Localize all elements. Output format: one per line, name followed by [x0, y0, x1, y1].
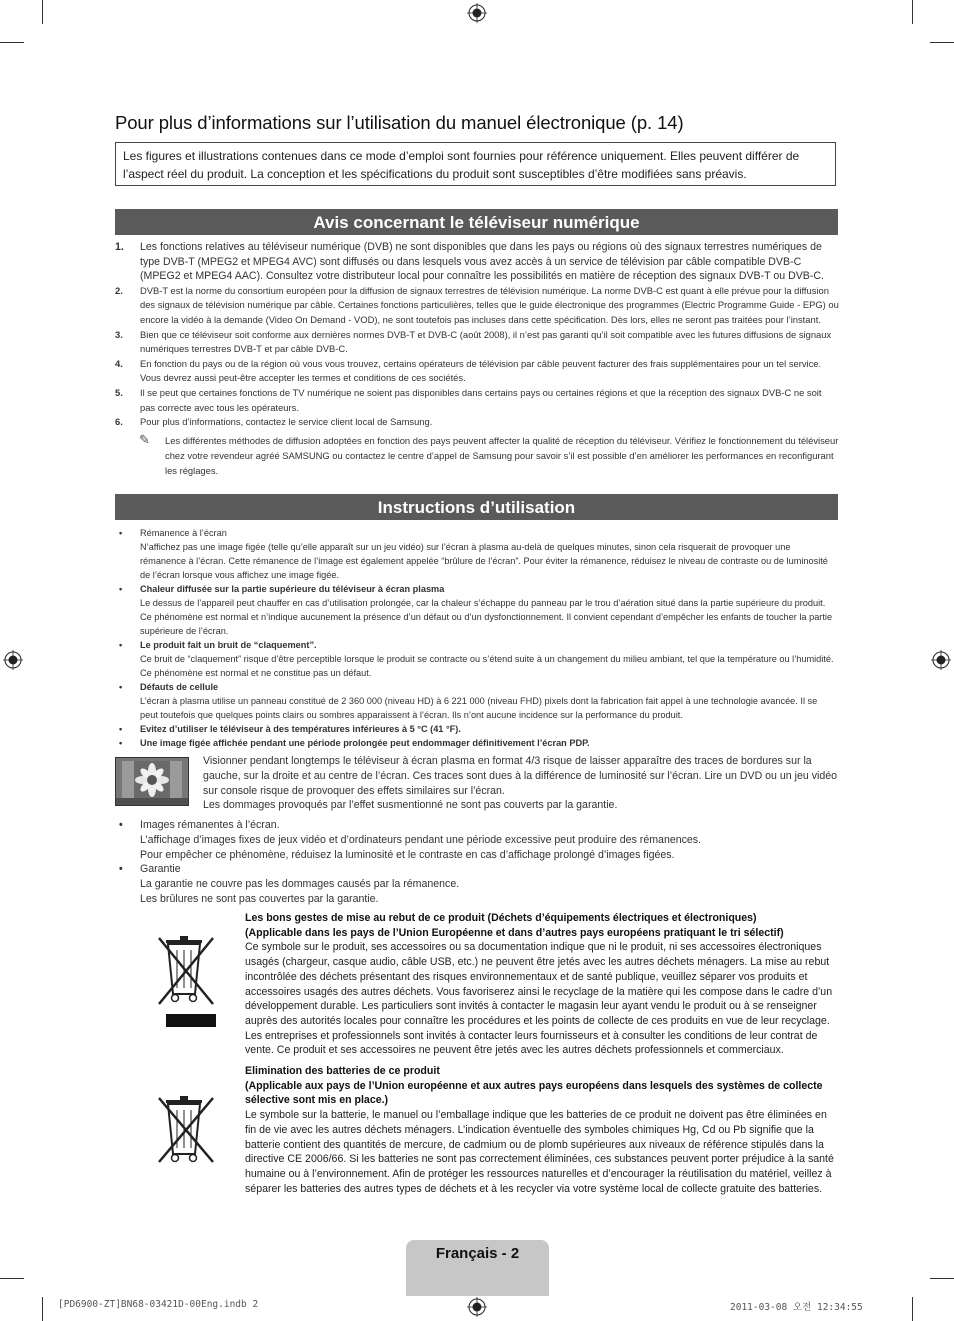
crossed-bin-icon [155, 1094, 217, 1164]
print-slug-date: 2011-03-08 오전 12:34:55 [730, 1302, 863, 1313]
pencil-note-icon: ✎ [139, 431, 150, 447]
registration-mark-icon [3, 650, 23, 670]
still-image-photo [115, 757, 189, 806]
list-item: 1. Les fonctions relatives au téléviseur numérique (DVB) ne sont disponibles que dans les pays ou régions où des signaux terrestres numériques de type DVB-T (MPEG2 et MPEG4 AVC) sont diffusés ou dans lesquels vous avez accès à un service de télévision par câble compatible DVB-C (MPEG2 et MPEG4 AAC). Consultez votre distributeur local pour connaître les possibilités en matière de réception des signaux DVB-T ou DVB-C. [115, 241, 824, 283]
crop-mark [912, 0, 913, 24]
crop-mark [930, 1278, 954, 1279]
crop-mark [0, 1278, 24, 1279]
digital-tv-list [115, 240, 839, 478]
list-item: • Une image figée affichée pendant une période prolongée peut endommager définitivement l’écran PDP. [119, 738, 590, 748]
list-item: • Chaleur diffusée sur la partie supérieure du téléviseur à écran plasma Le dessus de l’appareil peut chauffer en cas d’utilisation prolongée, car la chaleur s’échappe du panneau par le trou d’aération situé dans la partie supérieure du produit. Ce phénomène est normal et n’indique aucunement la présence d’un défaut ou d’un dysfonctionnement. Il convient cependant d’empêcher les enfants de toucher la partie supérieure de l’écran. [119, 584, 833, 636]
list-item: 4. En fonction du pays ou de la région où vous vous trouvez, certains opérateurs de télévision par câble peuvent facturer des frais supplémentaires pour un tel service. Vous devrez aussi peut-être accepter les termes et conditions de ces sociétés. [115, 357, 822, 384]
weee-battery-disposal: Elimination des batteries de ce produit (Applicable aux pays de l’Union européenne et aux autres pays européens dans lesquels des systèmes de collecte sélective sont mis en place.) Le symbole sur la batterie, le manuel ou l’emballage indique que les batteries de ce produit ne doivent pas être éliminées en fin de vie avec les autres déchets ménagers. L’indication éventuelle des symboles chimiques Hg, Cd ou Pb signifie que la batterie contient des quantités de mercure, de cadmium ou de plomb supérieures aux niveaux de référence stipulés dans la directive CE 2006/66. Si les batteries ne sont pas correctement éliminées, ces substances peuvent porter préjudice à la santé humaine ou à l’environnement. Afin de protéger les ressources naturelles et d’encourager la réutilisation du matériel, veillez à séparer les batteries des autres types de déchets et à les recycler via votre système local de collecte gratuite des batteries. [245, 1065, 834, 1195]
list-item: 2. DVB-T est la norme du consortium européen pour la diffusion de signaux terrestres de télévision numérique. La norme DVB-C est quant à elle prévue pour la diffusion des signaux de télévision numérique par câble. Certaines fonctions particulières, telles que le guide électronique des programmes (Electric Programme Guide - EPG) ou encore la vidéo à la demande (Video On Demand - VOD), ne sont toutefois pas incluses dans cette spécification. Dès lors, elles ne seront pas traitées pour l’instant. [115, 284, 839, 325]
list-item: 6. Pour plus d’informations, contactez le service client local de Samsung. [115, 416, 433, 428]
notice-box: Les figures et illustrations contenues dans ce mode d’emploi sont fournies pour référence uniquement. Elles peuvent différer de l’aspect réel du produit. La conception et les spécifications du produit sont susceptibles d’être modifiées sans préavis. [115, 142, 836, 186]
crop-mark [912, 1297, 913, 1321]
list-item: 5. Il se peut que certaines fonctions de TV numérique ne soient pas disponibles dans certains pays ou certaines régions et que la réception des signaux DVB-C ne soit pas correcte avec tous les opérateurs. [115, 386, 822, 413]
print-slug-file: [PD6900-ZT]BN68-03421D-00Eng.indb 2 [58, 1299, 259, 1310]
section-heading-instructions: Instructions d’utilisation [115, 494, 838, 520]
crop-mark [0, 42, 24, 43]
crop-mark [42, 0, 43, 24]
list-item: • Rémanence à l’écran N’affichez pas une image figée (telle qu’elle apparaît sur un jeu vidéo) sur l’écran à plasma au-delà de quelques minutes, sinon cela risquerait de provoquer une rémanence à l’écran. Cette rémanence de l’image est également appelée “brûlure de l’écran”. Pour éviter la rémanence, réduisez le niveau de contraste ou de luminosité de l’écran lorsque vous affichez une image figée. [119, 528, 828, 580]
weee-product-disposal: Les bons gestes de mise au rebut de ce produit (Déchets d’équipements électriques et électroniques) (Applicable dans les pays de l’Union Européenne et dans d’autres pays européens pratiquant le tri sélectif) Ce symbole sur le produit, ses accessoires ou sa documentation indique que ni le produit, ni ses accessoires électroniques usagés (chargeur, casque audio, câble USB, etc.) ne peuvent être jetés avec les autres déchets ménagers. La mise au rebut incontrôlée des déchets présentant des risques environnementaux et de santé publique, veuillez séparer vos produits et accessoires usagés des autres déchets. Vous favoriserez ainsi le recyclage de la matière qui les compose dans le cadre d’un développement durable. Les particuliers sont invités à contacter le magasin leur ayant vendu le produit ou à se renseigner auprès des autorités locales pour connaître les procédures et les points de collecte de ces produits en vue de leur recyclage. Les entreprises et professionnels sont invités à contacter leurs fournisseurs et à consulter les conditions de leur contrat de vente. Ce produit et ses accessoires ne peuvent être jetés avec les autres déchets professionnels et commerciaux. [245, 912, 833, 1057]
page-title: Pour plus d’informations sur l’utilisation du manuel électronique (p. 14) [115, 112, 684, 133]
registration-mark-icon [467, 1297, 487, 1317]
note: ✎ Les différentes méthodes de diffusion adoptées en fonction des pays peuvent affecter la qualité de réception du téléviseur. Vérifiez le fonctionnement du téléviseur chez votre revendeur agréé SAMSUNG ou contactez le centre d’appel de Samsung pour savoir s’il est possible d’en améliorer les performances en reconfigurant les réglages. [139, 431, 839, 476]
list-item: 3. Bien que ce téléviseur soit conforme aux dernières normes DVB-T et DVB-C (août 2008), il n’est pas garanti qu’il soit compatible avec les futures diffusions de signaux numériques terrestres DVB-T et par câble DVB-C. [115, 328, 832, 355]
burn-in-description: Visionner pendant longtemps le téléviseur à écran plasma en format 4/3 risque de laisser apparaître des traces de bordures sur la gauche, sur la droite et au centre de l’écran. Ces traces sont dues à la différence de luminosité sur l’écran. Lire un DVD ou un jeu vidéo sur console risque de provoquer des effets similaires sur l’écran. Les dommages provoqués par l’effet susmentionné ne sont pas couverts par la garantie. [203, 755, 838, 812]
list-item: • Images rémanentes à l’écran. L’affichage d’images fixes de jeux vidéo et d’ordinateurs pendant une période excessive peut produire des rémanences. Pour empêcher ce phénomène, réduisez la luminosité et le contraste en cas d’affichage prolongé d’images figées. [119, 819, 702, 861]
crop-mark [42, 1297, 43, 1321]
instructions-list-2 [119, 818, 837, 907]
page-number: Français - 2 [435, 1245, 520, 1262]
registration-mark-icon [931, 650, 951, 670]
instructions-list [119, 526, 837, 750]
list-item: • Défauts de cellule L’écran à plasma utilise un panneau constitué de 2 360 000 (niveau HD) à 6 221 000 (niveau FHD) pixels dont la fabrication fait appel à une technologie avancée. Il se peut toutefois que quelques points clairs ou sombres apparaissent à l’écran. Ils n’ont aucune incidence sur la performance du produit. [119, 682, 818, 720]
list-item: • Garantie La garantie ne couvre pas les dommages causés par la rémanence. Les brûlures ne sont pas couvertes par la garantie. [119, 863, 460, 905]
list-item: • Evitez d’utiliser le téléviseur à des températures inférieures à 5 °C (41 °F). [119, 724, 461, 734]
section-heading-digital-tv: Avis concernant le téléviseur numérique [115, 209, 838, 235]
list-item: • Le produit fait un bruit de “claquement”. Ce bruit de “claquement” risque d’être perceptible lorsque le produit se contracte ou s’étend suite à un changement du milieu ambiant, tel que la température ou l’humidité. Ce phénomène est normal et ne constitue pas un défaut. [119, 640, 834, 678]
crop-mark [930, 42, 954, 43]
crossed-bin-icon [155, 934, 217, 1030]
registration-mark-icon [467, 3, 487, 23]
